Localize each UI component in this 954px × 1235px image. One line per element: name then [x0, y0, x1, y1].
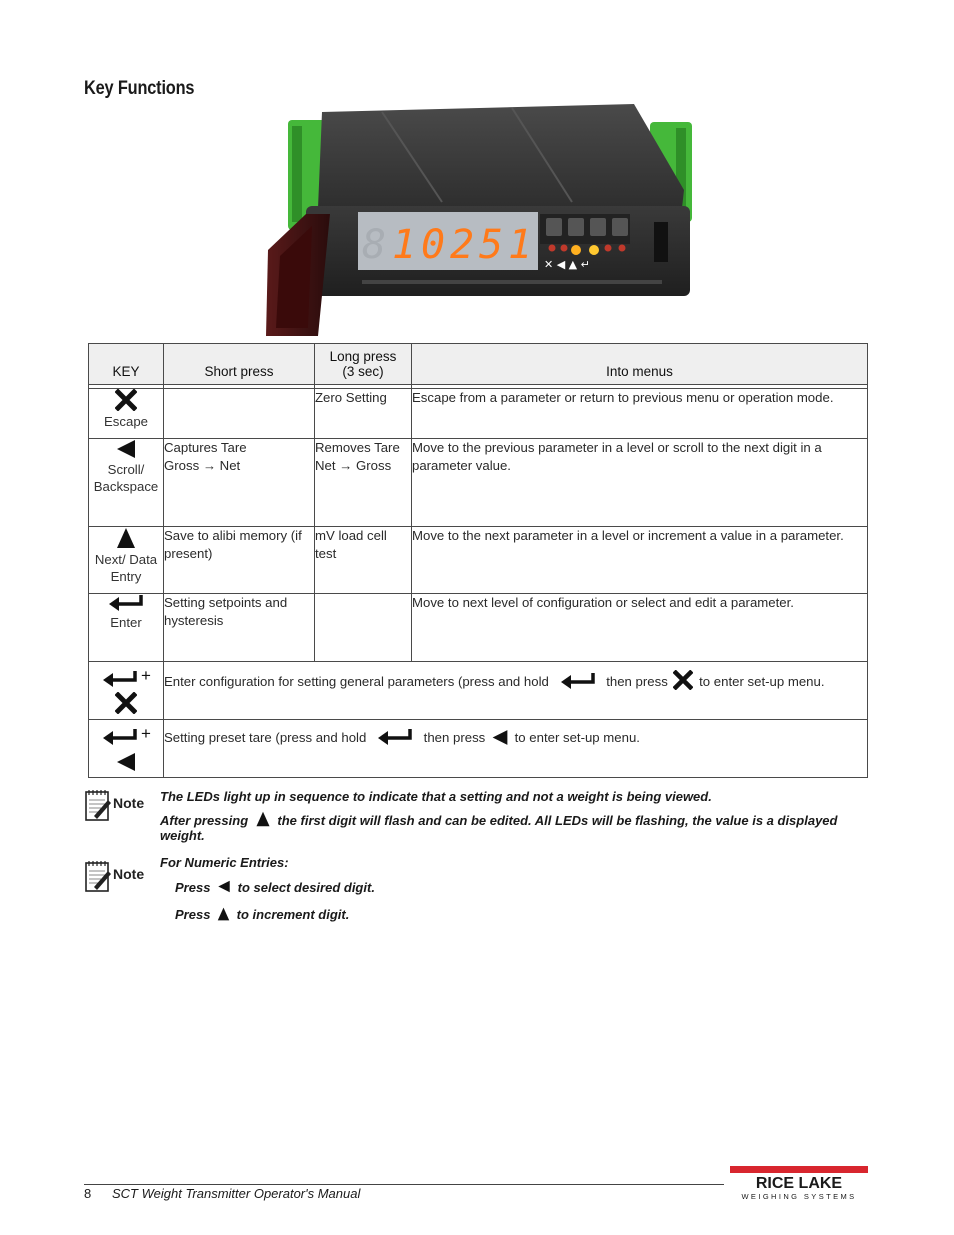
- combo-text: to enter set-up menu.: [699, 674, 825, 689]
- short-press-cell: [164, 439, 315, 527]
- combo-text: then press: [606, 674, 668, 689]
- x-icon: [115, 389, 137, 411]
- long-press-line: Removes Tare: [315, 440, 400, 455]
- svg-text:WEIGHING SYSTEMS: WEIGHING SYSTEMS: [741, 1192, 857, 1201]
- rice-lake-logo: [730, 1166, 868, 1202]
- left-triangle-icon: [217, 880, 231, 893]
- header-long-press: [315, 344, 412, 385]
- table-row: [89, 720, 868, 778]
- table-row: [89, 594, 868, 662]
- into-menus-cell: Move to the previous parameter in a level or scroll to the next digit in a parameter value.: [412, 439, 868, 527]
- enter-icon: [107, 594, 145, 612]
- device-photo: [262, 98, 698, 336]
- key-label: Enter: [110, 615, 142, 630]
- short-press-cell: Save to alibi memory (if present): [164, 527, 315, 594]
- table-row: [89, 439, 868, 527]
- note-icon: [84, 859, 150, 895]
- note-label: Note: [113, 866, 145, 882]
- display-digit: 5: [479, 222, 504, 268]
- enter-icon: [559, 672, 597, 690]
- enter-icon: [101, 728, 139, 746]
- footer-title: SCT Weight Transmitter Operator's Manual: [112, 1186, 361, 1201]
- note-text-part: to select desired digit.: [237, 880, 375, 895]
- long-press-cell: mV load cell test: [315, 527, 412, 594]
- footer-rule: [84, 1184, 724, 1185]
- long-press-cell: Zero Setting: [315, 389, 412, 439]
- combo-text: then press: [423, 730, 486, 745]
- key-label: Next/ Data: [94, 552, 158, 567]
- key-enter-plus-escape: [89, 662, 164, 720]
- combo-text: Setting preset tare (press and hold: [164, 730, 367, 745]
- key-scroll-backspace: [89, 439, 164, 527]
- up-triangle-icon: [255, 811, 271, 827]
- header-long-press-line1: Long press: [329, 349, 397, 364]
- header-into-menus: Into menus: [412, 344, 868, 385]
- display-digit: 2: [450, 222, 475, 268]
- into-menus-cell: Move to the next parameter in a level or increment a value in a parameter.: [412, 527, 868, 594]
- header-long-press-line2: (3 sec): [342, 364, 384, 379]
- display-digit: 0: [421, 222, 446, 268]
- left-triangle-icon: [491, 729, 509, 746]
- combo-text: to enter set-up menu.: [514, 730, 640, 745]
- key-enter-plus-scroll: [89, 720, 164, 778]
- into-menus-cell: Move to next level of configuration or select and edit a parameter.: [412, 594, 868, 662]
- table-header-row: [89, 344, 868, 385]
- combo-text: Enter configuration for setting general parameters (press and hold: [164, 674, 549, 689]
- key-label: Entry: [110, 569, 142, 584]
- note-line: [160, 880, 560, 895]
- header-key: KEY: [89, 344, 164, 385]
- into-menus-cell: Escape from a parameter or return to previous menu or operation mode.: [412, 389, 868, 439]
- key-label: Escape: [104, 414, 148, 429]
- key-functions-table: [88, 343, 868, 778]
- up-triangle-icon: [116, 527, 136, 549]
- x-icon: [115, 692, 137, 714]
- plus-sign: +: [141, 724, 151, 743]
- note-line: [160, 907, 560, 922]
- x-icon: [673, 670, 693, 690]
- key-escape: [89, 389, 164, 439]
- enter-icon: [376, 728, 414, 746]
- left-triangle-icon: [115, 439, 137, 459]
- note-text-part: Press: [175, 907, 211, 922]
- left-triangle-icon: [115, 752, 137, 772]
- note-1-text: [160, 789, 880, 843]
- note-title: For Numeric Entries:: [160, 855, 289, 870]
- key-next-data-entry: [89, 527, 164, 594]
- table-row: [89, 389, 868, 439]
- note-line: The LEDs light up in sequence to indicate that a setting and not a weight is being viewed.: [160, 789, 712, 804]
- short-press-line: Captures Tare: [164, 440, 247, 455]
- enter-icon: [101, 670, 139, 688]
- section-title: Key Functions: [84, 78, 195, 99]
- long-press-cell: [315, 594, 412, 662]
- short-press-cell: [164, 389, 315, 439]
- long-press-cell: [315, 439, 412, 527]
- key-label: Backspace: [93, 479, 159, 494]
- combo-description: [164, 720, 868, 778]
- svg-text:8: 8: [362, 222, 387, 268]
- header-short-press: Short press: [164, 344, 315, 385]
- combo-description: [164, 662, 868, 720]
- key-enter: [89, 594, 164, 662]
- note-text-part: Press: [175, 880, 211, 895]
- display-digit: 1: [508, 222, 533, 268]
- up-triangle-icon: [217, 907, 230, 921]
- note-text-part: the first digit will flash and can be edited. All LEDs will be flashing, the value is a displayed: [277, 813, 838, 828]
- page-number: 8: [84, 1186, 92, 1201]
- short-press-line: Gross → Net: [164, 457, 241, 473]
- note-line: [160, 811, 880, 828]
- svg-text:RICE LAKE: RICE LAKE: [755, 1175, 843, 1192]
- display-digit: 1: [392, 222, 417, 268]
- note-line: weight.: [160, 828, 205, 843]
- key-label: Scroll/: [107, 462, 145, 477]
- svg-text:✕ ◀ ▲ ↵: ✕ ◀ ▲ ↵: [544, 258, 590, 271]
- table-row: [89, 662, 868, 720]
- note-label: Note: [113, 795, 145, 811]
- note-text-part: After pressing: [160, 813, 249, 828]
- note-icon: [84, 788, 150, 824]
- long-press-line: Net → Gross: [315, 457, 392, 473]
- short-press-cell: Setting setpoints and hysteresis: [164, 594, 315, 662]
- note-text-part: to increment digit.: [236, 907, 350, 922]
- note-2-text: [160, 855, 560, 922]
- table-row: [89, 527, 868, 594]
- plus-sign: +: [141, 666, 151, 685]
